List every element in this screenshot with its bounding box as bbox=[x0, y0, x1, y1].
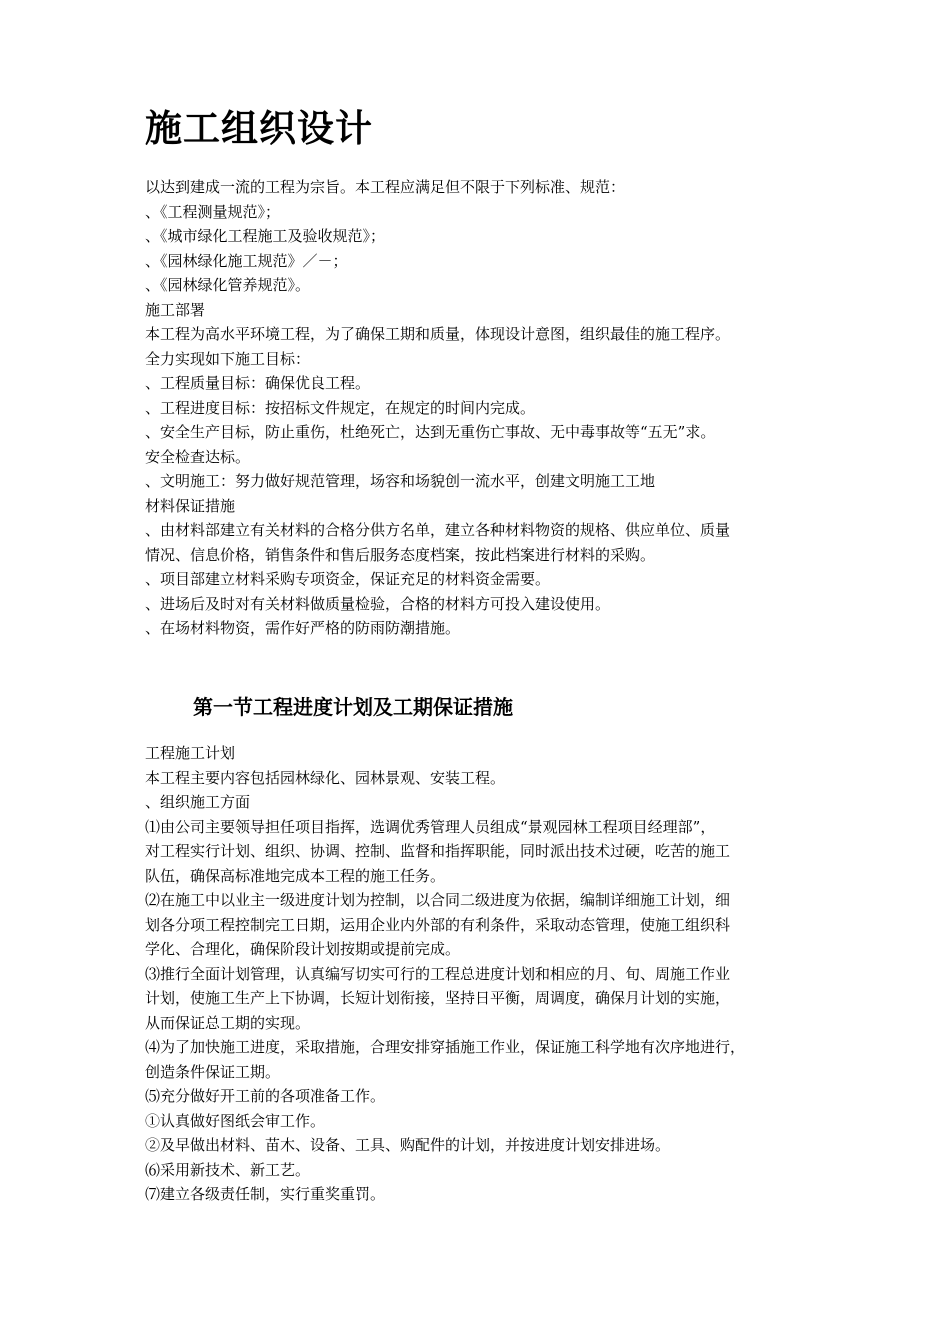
text-line: 、《园林绿化施工规范》／－； bbox=[145, 251, 348, 270]
text-line: ⑸充分做好开工前的各项准备工作。 bbox=[145, 1087, 386, 1105]
text-line: 情况、信息价格，销售条件和售后服务态度档案，按此档案进行材料的采购。 bbox=[145, 545, 656, 564]
text-line: 、《城市绿化工程施工及验收规范》； bbox=[145, 227, 386, 245]
text-line: 以达到建成一流的工程为宗旨。本工程应满足但不限于下列标准、规范： bbox=[145, 178, 626, 196]
text-line: 、安全生产目标，防止重伤，杜绝死亡，达到无重伤亡事故、无中毒事故等“五无”求。 bbox=[145, 423, 716, 441]
text-line: ⑴由公司主要领导担任项目指挥，选调优秀管理人员组成“景观园林工程项目经理部”， bbox=[145, 817, 716, 836]
text-line: ⑵在施工中以业主一级进度计划为控制，以合同二级进度为依据，编制详细施工计划，细 bbox=[145, 891, 731, 909]
text-line: 从而保证总工期的实现。 bbox=[145, 1013, 311, 1032]
subheading-construction-plan: 工程施工计划 bbox=[145, 744, 236, 762]
text-line: 计划，使施工生产上下协调，长短计划衔接，坚持日平衡，周调度，确保月计划的实施， bbox=[145, 989, 731, 1007]
document-title: 施工组织设计 bbox=[145, 106, 373, 150]
text-line: ①认真做好图纸会审工作。 bbox=[145, 1111, 326, 1130]
section-text-block bbox=[145, 741, 815, 1207]
text-line: 、进场后及时对有关材料做质量检验，合格的材料方可投入建设使用。 bbox=[145, 594, 611, 613]
text-line: 本工程主要内容包括园林绿化、园林景观、安装工程。 bbox=[145, 768, 506, 787]
text-line: 、由材料部建立有关材料的合格分供方名单，建立各种材料物资的规格、供应单位、质量 bbox=[145, 521, 731, 539]
text-line: 、工程进度目标：按招标文件规定，在规定的时间内完成。 bbox=[145, 398, 536, 417]
text-line: 本工程为高水平环境工程，为了确保工期和质量，体现设计意图，组织最佳的施工程序。 bbox=[145, 325, 731, 343]
text-line: 、组织施工方面 bbox=[145, 793, 251, 811]
section-heading: 第一节工程进度计划及工期保证措施 bbox=[193, 695, 513, 719]
text-line: 、《园林绿化管养规范》。 bbox=[145, 276, 311, 294]
text-line: ⑺建立各级责任制，实行重奖重罚。 bbox=[145, 1185, 386, 1203]
subheading-construction-deployment: 施工部署 bbox=[145, 300, 206, 319]
intro-text-block bbox=[145, 175, 815, 641]
text-line: 队伍，确保高标准地完成本工程的施工任务。 bbox=[145, 866, 446, 885]
text-line: 学化、合理化，确保阶段计划按期或提前完成。 bbox=[145, 940, 461, 958]
text-line: 创造条件保证工期。 bbox=[145, 1062, 281, 1081]
text-line: 安全检查达标。 bbox=[145, 447, 251, 466]
text-line: 全力实现如下施工目标： bbox=[145, 349, 311, 368]
text-line: 、《工程测量规范》； bbox=[145, 202, 281, 221]
text-line: ⑶推行全面计划管理，认真编写切实可行的工程总进度计划和相应的月、旬、周施工作业 bbox=[145, 964, 731, 983]
text-line: ⑷为了加快施工进度，采取措施，合理安排穿插施工作业，保证施工科学地有次序地进行， bbox=[145, 1038, 746, 1056]
text-line: 、工程质量目标：确保优良工程。 bbox=[145, 374, 371, 392]
text-line: 划各分项工程控制完工日期，运用企业内外部的有利条件，采取动态管理，使施工组织科 bbox=[145, 915, 731, 934]
text-line: ⑹采用新技术、新工艺。 bbox=[145, 1160, 311, 1179]
text-line: 、项目部建立材料采购专项资金，保证充足的材料资金需要。 bbox=[145, 570, 551, 588]
text-line: 对工程实行计划、组织、协调、控制、监督和指挥职能，同时派出技术过硬，吃苦的施工 bbox=[145, 842, 731, 860]
text-line: 、文明施工：努力做好规范管理，场容和场貌创一流水平，创建文明施工工地 bbox=[145, 472, 656, 490]
text-line: 、在场材料物资，需作好严格的防雨防潮措施。 bbox=[145, 619, 461, 637]
text-line: ②及早做出材料、苗木、设备、工具、购配件的计划，并按进度计划安排进场。 bbox=[145, 1136, 671, 1154]
subheading-material-guarantee: 材料保证措施 bbox=[145, 496, 236, 515]
